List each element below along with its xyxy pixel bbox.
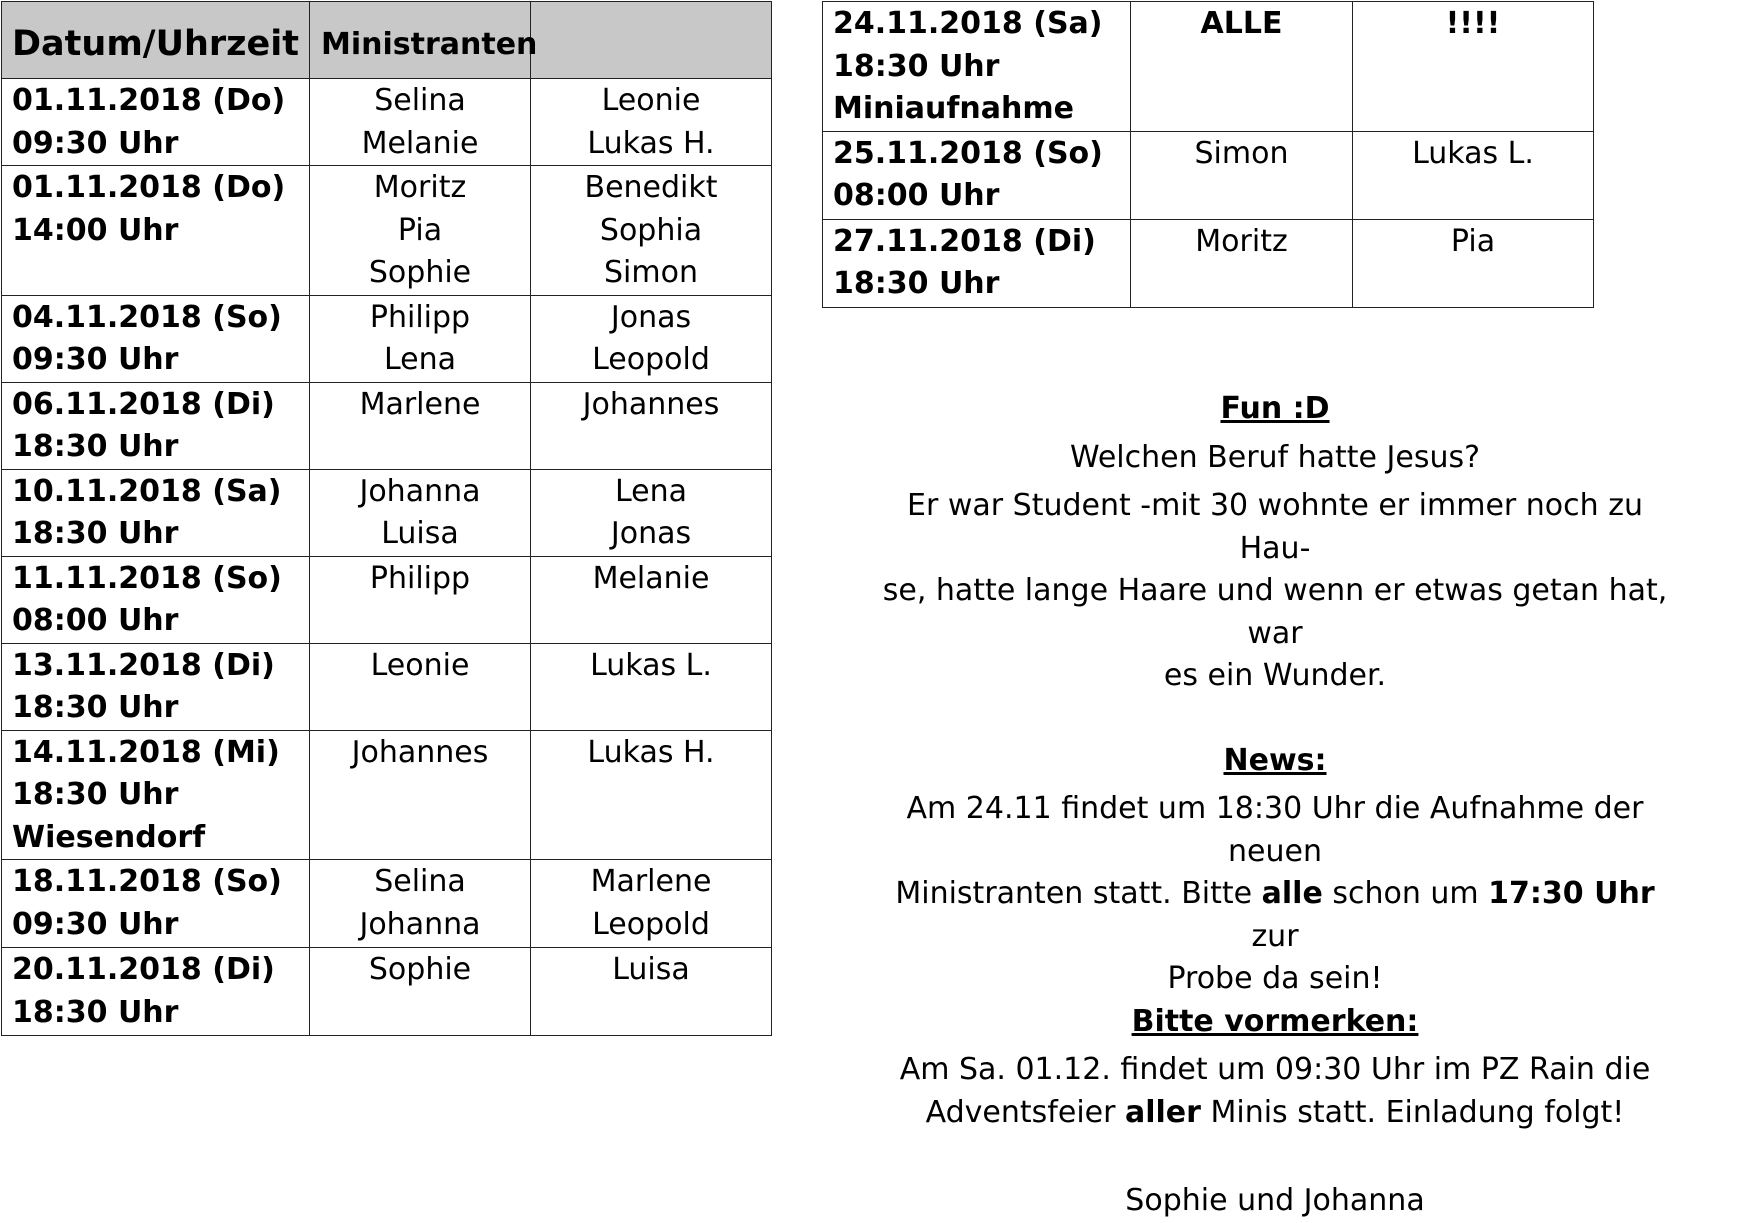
fun-answer-line: se, hatte lange Haare und wenn er etwas getan hat, war — [882, 573, 1668, 651]
ministrant-name: Selina — [374, 83, 466, 118]
date-line: 09:30 Uhr — [12, 906, 179, 942]
date-cell — [2, 295, 310, 382]
ministrant-name: Melanie — [592, 560, 710, 596]
date-line: 13.11.2018 (Di) — [12, 647, 275, 683]
ministrant-cell — [531, 295, 772, 382]
table-row — [2, 166, 772, 296]
date-line: 09:30 Uhr — [12, 342, 179, 377]
ministrant-name: Leopold — [592, 906, 710, 942]
ministrant-name: ALLE — [1200, 6, 1283, 41]
table-row — [823, 219, 1594, 307]
ministrant-name: Lukas L. — [590, 647, 712, 683]
date-line: 20.11.2018 (Di) — [12, 952, 275, 987]
date-line: 08:00 Uhr — [12, 603, 179, 638]
news-line: Am 24.11 findet um 18:30 Uhr die Aufnahme der neuen — [906, 791, 1644, 869]
reminder-heading: Bitte vormerken: — [1131, 1003, 1419, 1039]
ministrant-cell — [531, 556, 772, 643]
ministrant-name: Pia — [397, 212, 443, 248]
ministrant-cell — [310, 556, 531, 643]
ministrant-cell — [531, 948, 772, 1036]
date-cell — [2, 643, 310, 730]
ministrant-cell — [310, 166, 531, 296]
ministrant-name: Lena — [383, 342, 457, 377]
reminder-bold-aller: aller — [1124, 1094, 1201, 1130]
date-line: Miniaufnahme — [833, 91, 1074, 126]
ministrant-name: Moritz — [373, 170, 467, 205]
fun-question: Welchen Beruf hatte Jesus? — [1069, 439, 1481, 475]
ministrant-name: Leonie — [370, 647, 470, 683]
reminder-line — [870, 1092, 1680, 1135]
ministrant-name: Leonie — [601, 83, 701, 118]
date-line: 08:00 Uhr — [833, 178, 1000, 213]
news-bold-time: 17:30 Uhr — [1488, 876, 1655, 911]
ministrant-name: Jonas — [610, 516, 692, 551]
ministrant-cell — [310, 79, 531, 166]
ministrant-name: Benedikt — [584, 170, 718, 205]
ministrant-cell — [310, 295, 531, 382]
reminder-text-part: Adventsfeier — [925, 1094, 1125, 1130]
date-cell — [2, 948, 310, 1036]
date-line: 06.11.2018 (Di) — [12, 386, 275, 422]
ministrant-name: Leopold — [592, 342, 710, 377]
reminder-line: Am Sa. 01.12. findet um 09:30 Uhr im PZ Rain die — [899, 1052, 1651, 1087]
date-cell — [2, 556, 310, 643]
date-cell — [823, 131, 1131, 219]
ministrant-name: Sophie — [368, 255, 472, 290]
ministrant-cell — [1131, 2, 1353, 132]
date-line: 25.11.2018 (So) — [833, 135, 1103, 171]
fun-heading: Fun :D — [1220, 391, 1330, 426]
ministrant-name: Pia — [1450, 223, 1496, 259]
ministrant-cell — [531, 79, 772, 166]
table-row — [2, 382, 772, 469]
date-line: 18:30 Uhr — [833, 266, 1000, 301]
ministrant-name: Johannes — [582, 386, 720, 422]
news-bold-alle: alle — [1261, 876, 1323, 911]
table-row — [2, 948, 772, 1036]
ministrant-cell — [310, 643, 531, 730]
news-text-part: schon um — [1322, 876, 1489, 911]
ministrant-name: Philipp — [369, 560, 471, 596]
ministrant-name: Sophia — [599, 212, 703, 248]
ministrant-cell — [310, 382, 531, 469]
header-date-time: Datum/Uhrzeit — [2, 2, 310, 79]
table-header-row — [2, 2, 772, 79]
ministrant-name: Lukas H. — [587, 125, 715, 161]
date-cell — [2, 382, 310, 469]
ministrant-name: !!!! — [1445, 6, 1501, 41]
date-cell — [2, 730, 310, 860]
news-text — [870, 788, 1680, 1001]
ministrant-name: Johanna — [359, 906, 481, 942]
fun-answer-line: es ein Wunder. — [1163, 658, 1387, 693]
ministrant-name: Sophie — [368, 952, 472, 987]
date-line: 18.11.2018 (So) — [12, 864, 282, 899]
date-line: 18:30 Uhr — [12, 516, 179, 551]
news-line — [870, 873, 1680, 958]
date-line: 04.11.2018 (So) — [12, 299, 282, 335]
ministrant-name: Marlene — [590, 864, 712, 899]
news-line: Probe da sein! — [1167, 961, 1383, 996]
ministrant-name: Jonas — [610, 299, 692, 335]
ministrant-name: Moritz — [1195, 223, 1288, 259]
date-line: 18:30 Uhr — [12, 777, 179, 812]
ministrant-cell — [531, 730, 772, 860]
table-row — [2, 556, 772, 643]
ministrant-cell — [310, 948, 531, 1036]
header-empty — [531, 2, 772, 79]
date-cell — [823, 2, 1131, 132]
signature: Sophie und Johanna — [1125, 1183, 1425, 1218]
ministrant-cell — [310, 469, 531, 556]
table-row — [2, 469, 772, 556]
date-line: 09:30 Uhr — [12, 125, 179, 161]
ministrant-name: Johannes — [351, 734, 489, 770]
news-heading: News: — [1223, 742, 1327, 778]
header-ministranten: Ministranten — [310, 2, 531, 79]
date-cell — [2, 469, 310, 556]
ministrant-name: Luisa — [381, 516, 459, 551]
notes-section — [870, 388, 1680, 1223]
schedule-table — [1, 1, 772, 1036]
date-line: 11.11.2018 (So) — [12, 560, 282, 596]
date-line: 14:00 Uhr — [12, 212, 179, 248]
ministrant-cell — [310, 730, 531, 860]
table-row — [2, 860, 772, 948]
ministrant-cell — [1353, 131, 1594, 219]
ministrant-name: Simon — [604, 255, 698, 290]
date-cell — [2, 166, 310, 296]
table-row — [2, 643, 772, 730]
date-cell — [823, 219, 1131, 307]
date-line: Wiesendorf — [12, 819, 206, 855]
ministrant-cell — [531, 643, 772, 730]
date-cell — [2, 860, 310, 948]
date-line: 01.11.2018 (Do) — [12, 170, 286, 205]
table-row — [823, 2, 1594, 132]
date-line: 18:30 Uhr — [12, 994, 179, 1030]
ministrant-name: Philipp — [369, 299, 471, 335]
reminder-text — [870, 1049, 1680, 1134]
date-line: 01.11.2018 (Do) — [12, 83, 286, 118]
date-line: 18:30 Uhr — [12, 690, 179, 725]
ministrant-name: Johanna — [359, 473, 481, 509]
date-line: 24.11.2018 (Sa) — [833, 6, 1103, 41]
ministrant-cell — [1131, 131, 1353, 219]
date-line: 10.11.2018 (Sa) — [12, 473, 282, 509]
table-row — [2, 730, 772, 860]
fun-answer-line: Er war Student -mit 30 wohnte er immer noch zu Hau- — [907, 488, 1643, 566]
ministrant-name: Selina — [374, 864, 466, 899]
table-row — [2, 79, 772, 166]
ministrant-cell — [531, 382, 772, 469]
ministrant-cell — [531, 469, 772, 556]
ministrant-cell — [531, 166, 772, 296]
ministrant-cell — [1353, 219, 1594, 307]
ministrant-name: Luisa — [612, 952, 690, 987]
table-row — [2, 295, 772, 382]
schedule-table-continued — [822, 1, 1594, 308]
date-line: 27.11.2018 (Di) — [833, 223, 1096, 259]
news-text-part: zur — [1251, 918, 1299, 954]
news-text-part: Ministranten statt. Bitte — [895, 876, 1262, 911]
reminder-text-part: Minis statt. Einladung folgt! — [1200, 1094, 1625, 1130]
ministrant-name: Lukas H. — [587, 734, 715, 770]
ministrant-name: Marlene — [359, 386, 481, 422]
ministrant-name: Simon — [1194, 135, 1289, 171]
date-line: 18:30 Uhr — [12, 429, 179, 464]
table-row — [823, 131, 1594, 219]
ministrant-cell — [1353, 2, 1594, 132]
ministrant-cell — [531, 860, 772, 948]
ministrant-cell — [1131, 219, 1353, 307]
ministrant-name: Lukas L. — [1412, 135, 1534, 171]
date-cell — [2, 79, 310, 166]
ministrant-name: Melanie — [361, 125, 479, 161]
date-line: 14.11.2018 (Mi) — [12, 734, 280, 770]
ministrant-cell — [310, 860, 531, 948]
date-line: 18:30 Uhr — [833, 48, 1000, 84]
fun-answer — [870, 485, 1680, 698]
ministrant-name: Lena — [614, 473, 688, 509]
